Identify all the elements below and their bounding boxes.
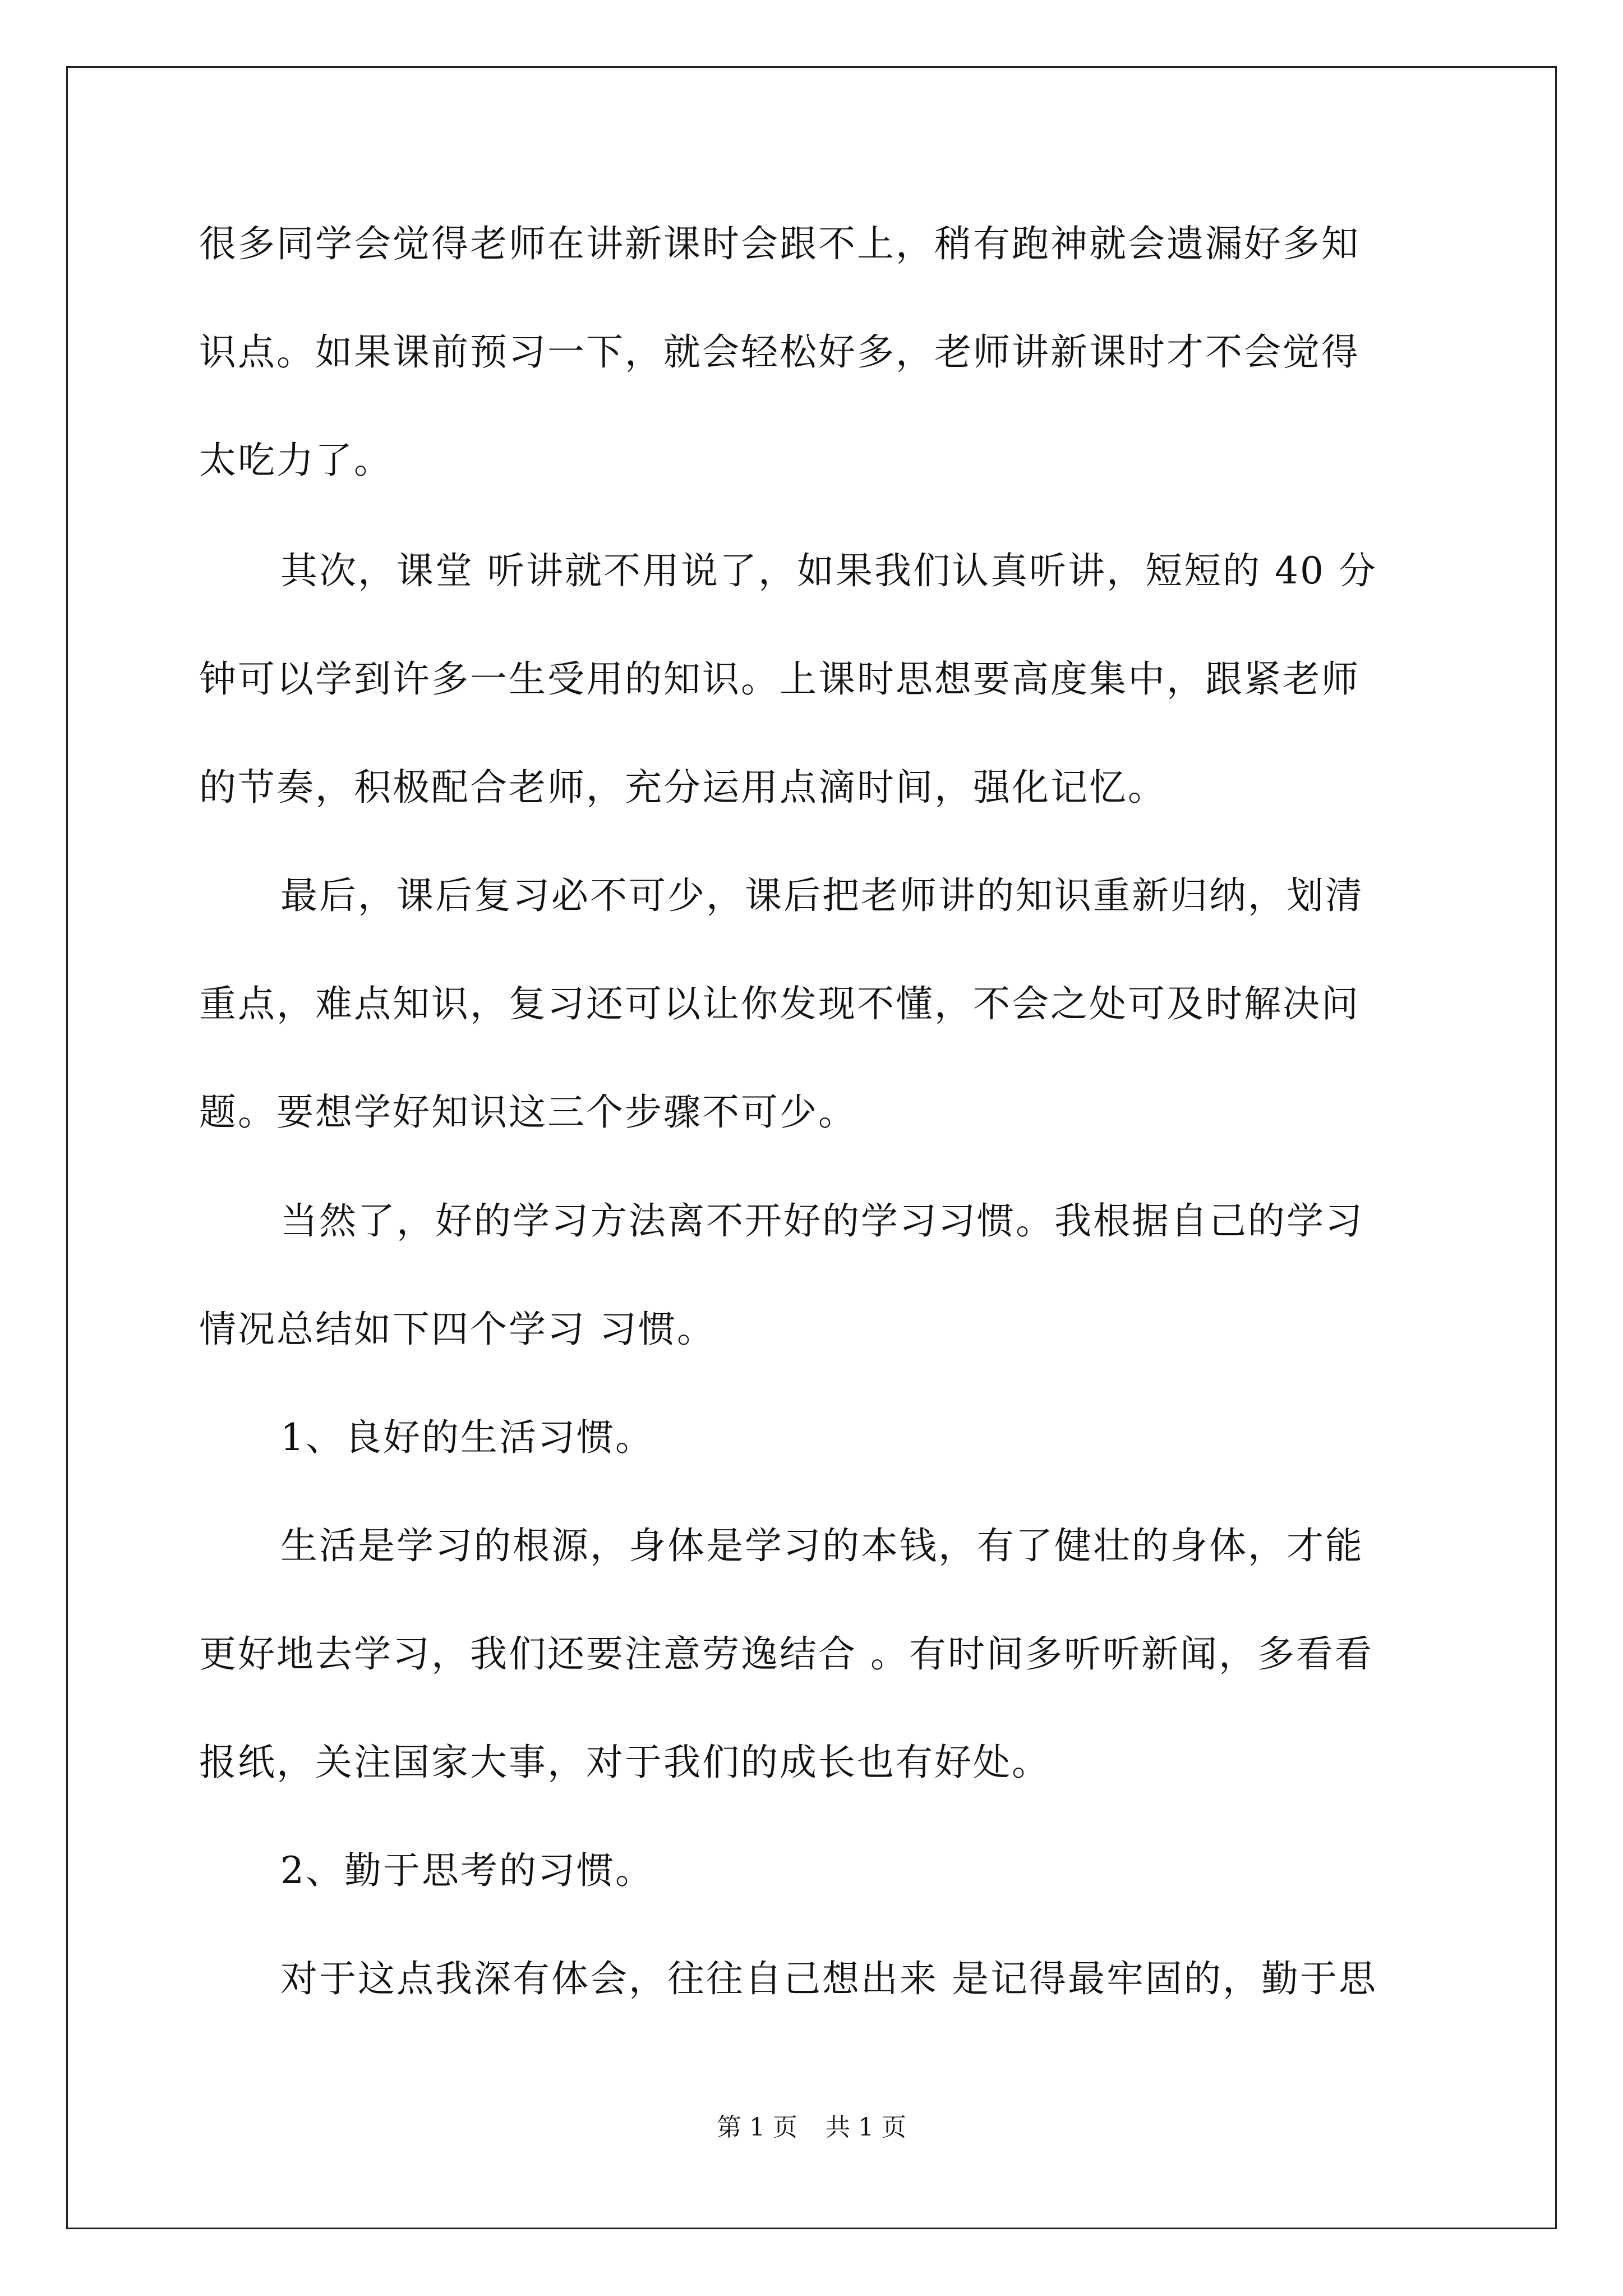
paragraph-start: 生活是学习的根源，身体是学习的本钱，有了健壮的身体，才能 bbox=[280, 1524, 1364, 1567]
text-line: 情况总结如下四个学习 习惯。 bbox=[199, 1308, 716, 1351]
paragraph-start: 其次，课堂 听讲就不用说了，如果我们认真听讲，短短的 40 分 bbox=[280, 549, 1377, 592]
paragraph-start: 当然了，好的学习方法离不开好的学习习惯。我根据自己的学习 bbox=[280, 1199, 1364, 1243]
text-line: 题。要想学好知识这三个步骤不可少。 bbox=[199, 1091, 857, 1134]
page-total: 共 1 页 bbox=[826, 2113, 906, 2142]
text-line: 识点。如果课前预习一下，就会轻松好多，老师讲新课时才不会觉得 bbox=[199, 330, 1360, 374]
text-line: 钟可以学到许多一生受用的知识。上课时思想要高度集中，跟紧老师 bbox=[199, 657, 1360, 701]
text-line: 重点，难点知识，复习还可以让你发现不懂，不会之处可及时解决问 bbox=[199, 982, 1360, 1025]
text-line: 更好地去学习，我们还要注意劳逸结合 。有时间多听听新闻，多看看 bbox=[199, 1632, 1373, 1676]
page-footer bbox=[0, 2112, 1623, 2143]
text-line: 报纸，关注国家大事，对于我们的成长也有好处。 bbox=[199, 1741, 1050, 1784]
page-border bbox=[66, 66, 1557, 2229]
page-number: 第 1 页 bbox=[717, 2113, 797, 2142]
text-line: 很多同学会觉得老师在讲新课时会跟不上，稍有跑神就会遗漏好多知 bbox=[199, 222, 1360, 265]
text-line: 太吃力了。 bbox=[199, 439, 393, 482]
text-line: 的节奏，积极配合老师，充分运用点滴时间，强化记忆。 bbox=[199, 766, 1166, 809]
list-heading: 1、良好的生活习惯。 bbox=[280, 1416, 654, 1459]
paragraph-start: 最后，课后复习必不可少，课后把老师讲的知识重新归纳，划清 bbox=[280, 874, 1364, 917]
list-heading: 2、勤于思考的习惯。 bbox=[280, 1849, 654, 1892]
paragraph-start: 对于这点我深有体会，往往自己想出来 是记得最牢固的，勤于思 bbox=[280, 1957, 1377, 2000]
